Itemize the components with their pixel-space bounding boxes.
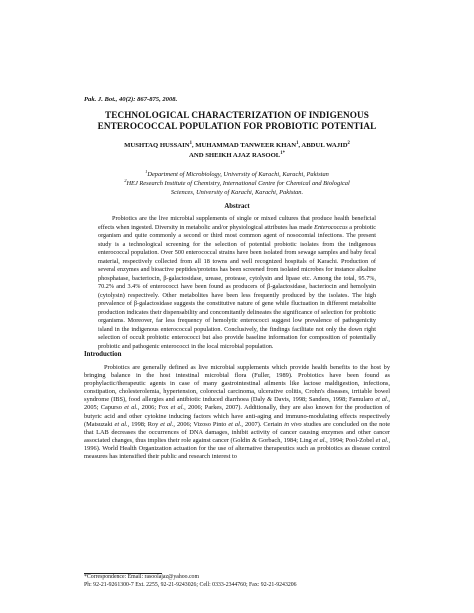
author-name: ABDUL WAJID — [301, 142, 348, 149]
footnote — [84, 574, 390, 589]
author-affiliation-mark: 1 — [296, 140, 299, 146]
intro-text: , 2006; Fox — [137, 404, 171, 412]
author-affiliation-mark: 2 — [347, 140, 350, 146]
intro-text: , 2006; Vizoso Pinto — [173, 420, 229, 428]
author-affiliation-mark: 1* — [280, 150, 285, 156]
footnote-correspondence: *Correspondence: Email: rasoolajaz@yahoo.com — [84, 574, 199, 580]
footnote-contact: Ph: 92-21-9261300-7 Ext. 2255, 92-21-9243026; Cell: 0333-2344760; Fax: 92-21-9243206 — [84, 581, 297, 588]
abstract-heading: Abstract — [224, 203, 250, 210]
intro-text: , 1994; Pool-Zobel — [326, 436, 376, 444]
intro-italic: et al. — [313, 436, 327, 444]
intro-italic: et al. — [375, 396, 389, 404]
abstract-body — [98, 215, 376, 351]
affiliation-text: HEJ Research Institute of Chemistry, International Centre for Chemical and Biological — [126, 180, 350, 187]
journal-reference: Pak. J. Bot., 40(2): 867-875, 2008. — [84, 96, 178, 103]
affiliation-2-continued: Sciences, University of Karachi, Karachi, Pakistan. — [170, 189, 304, 196]
author-separator: , — [298, 142, 302, 149]
title-line-2: ENTEROCOCCAL POPULATION FOR PROBIOTIC POTENTIAL — [97, 121, 377, 131]
title-line-1: TECHNOLOGICAL CHARACTERIZATION OF INDIGENOUS — [105, 110, 369, 120]
intro-text: , 1996). World Health Organization actuation for the use of alternative therapeutics such as probiotics as disease control measures has intensified their public and research interest to — [84, 436, 391, 461]
author-list — [0, 141, 474, 160]
author-name: AND SHEIKH AJAZ RASOOL — [189, 151, 281, 159]
author-affiliation-mark: 1 — [189, 140, 192, 146]
affiliation-mark: 1 — [145, 168, 148, 174]
affiliation-1 — [0, 170, 474, 179]
introduction-body — [84, 364, 390, 461]
author-name: MUHAMMAD TANWEER KHAN — [195, 142, 297, 149]
intro-italic: et al. — [170, 404, 185, 412]
intro-text: , 1998; Roy — [127, 420, 161, 428]
abstract-text: a probiotic organism and quite commonly a second or third most common agent of nosocomial infections. The present study is a technological screening for the selection of potential probiotic isolates from the indigenous enterococcal population. Over 500 enterococcal strains have been isolated from sewage samples and baby fecal material, respectively collected from all 18 towns and well recognized hospitals of Karachi. Production of several enzymes and bioactive peptides/proteins has been screened from isolated microbes for instance alkaline phosphatase, bacteriocin, β-galactosidase, urease, protease, cytolysin and lipase etc. Among the total, 95.7%, 70.2% and 3.4% of enterococci have been found as producers of β-galactosidase, bacteriocin and hemolysin (cytolysin) respectively. Other metabolites have been less frequently produced by the isolates. The high prevalence of β-galactosidase suggests the constitutive nature of gene while fluctuation in different metabolite production indicates their dispensability and concomitantly delineates the significance of selection for probiotic organisms. Moreover, far less frequency of hemolytic enterococci suggest low prevalence of pathogenicity island in the indigenous enterococcal population. Conclusively, the findings facilitate not only the down right selection of occult probiotic enterococci but also provide baseline information for composition of potentially probiotic and pathogenic enterococci in the local microbial population. — [98, 223, 377, 350]
intro-italic: et al. — [124, 404, 138, 412]
affiliation-text: Department of Microbiology, University of Karachi, Karachi, Pakistan — [147, 171, 329, 178]
intro-text: , 2007). Certain — [241, 420, 285, 428]
author-name: MUSHTAQ HUSSAIN — [124, 142, 190, 149]
affiliation-mark: 2 — [124, 177, 127, 183]
intro-italic: in vivo — [284, 420, 302, 428]
abstract-italic-term: Enterococcus — [314, 223, 348, 231]
affiliations — [0, 170, 474, 197]
intro-italic: et al. — [375, 436, 389, 444]
intro-text: studies are concluded on the note that LAB decreases the occurrences of DNA damages, inhibit activity of cancer causing enzymes and other cancer associated changes, thus implies their role against cancer (Goldin & Gorbach, 1984; Ling — [84, 420, 391, 444]
abstract-text: Probiotics are the live microbial supplements of single or mixed cultures that produce health beneficial effects when ingested. Diversity in metabolic and/or physiological attributes has made — [98, 215, 376, 231]
intro-text: , 2005; Capurso — [84, 396, 390, 412]
affiliation-2 — [0, 179, 474, 188]
author-separator: , — [191, 142, 196, 149]
intro-italic: et al. — [228, 420, 242, 428]
intro-text: , 2006; Parkes, 2007). Additionally, they are also known for the production of butyric acid and other cytokine inducing factors which have anti-aging and immuno-modulating effects respectively (Matsuzaki — [84, 404, 390, 428]
author-line-1 — [0, 141, 474, 151]
author-line-2 — [0, 151, 474, 161]
intro-italic: et al. — [160, 420, 174, 428]
introduction-heading: Introduction — [84, 351, 122, 358]
paper-title — [0, 110, 474, 132]
intro-text: Probiotics are generally defined as live microbial supplements which provide health benefits to the host by bringing balance in the host intestinal microbial flora (Fuller, 1989). Probiotics have been found as prophylactic/therapeutic agents in case of many gastrointestinal ailments like lactose maldigestion, infections, constipation, cholesterolemia, hypertension, colorectal carcinoma, ulcerative colitis, Crohn's diseases, irritable bowel syndrome (IBS), food allergies and antibiotic induced diarrhoea (Daly & Davis, 1998; Sanders, 1998; Famularo — [84, 364, 390, 404]
intro-italic: et al. — [114, 420, 128, 428]
